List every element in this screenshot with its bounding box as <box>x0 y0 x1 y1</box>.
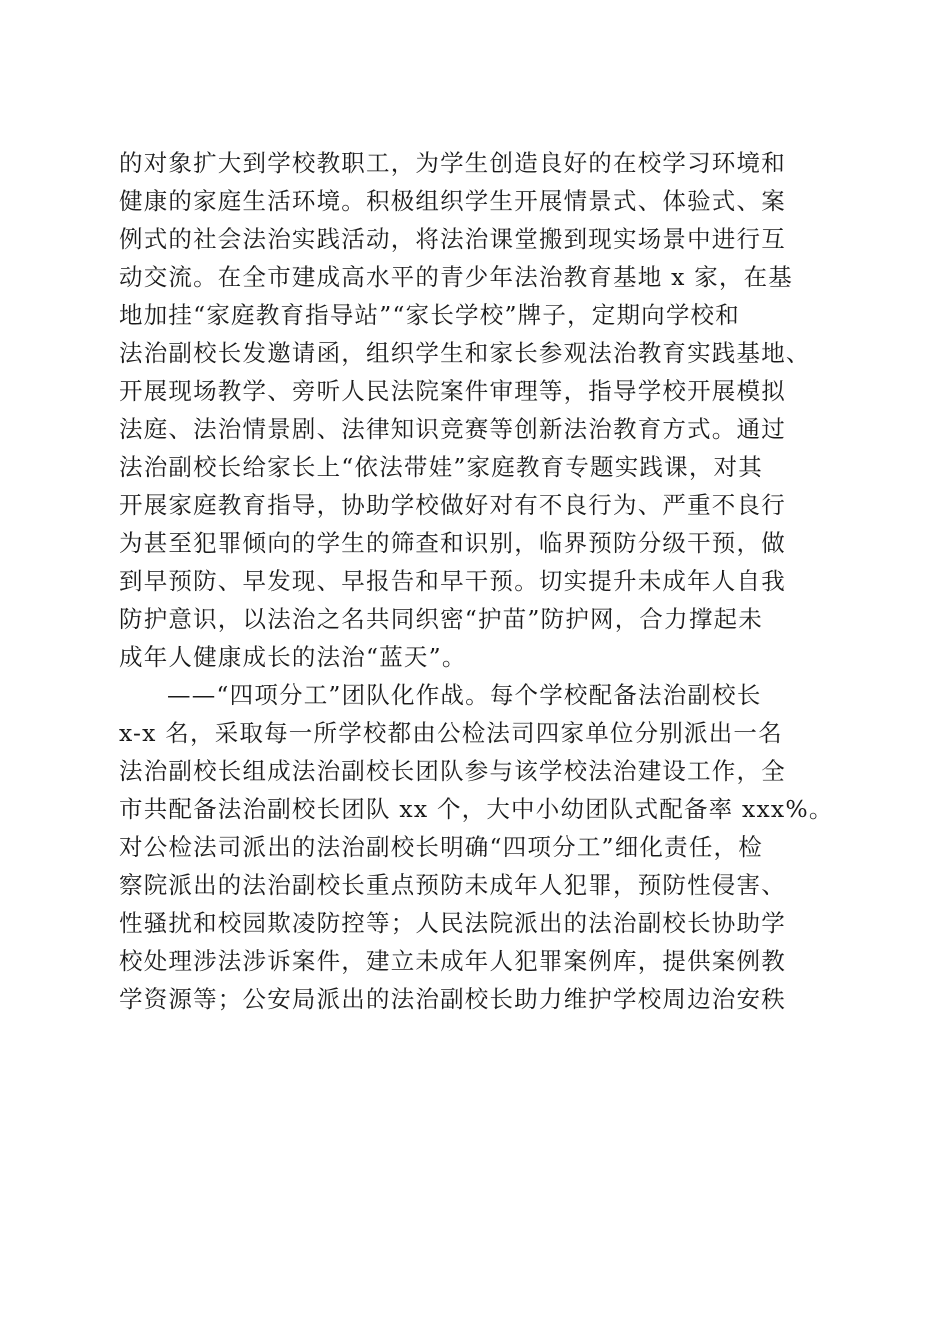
text-line: 防护意识，以法治之名共同织密“护苗”防护网，合力撑起未 <box>119 605 763 633</box>
text-line: 法治副校长组成法治副校长团队参与该学校法治建设工作，全 <box>119 757 786 785</box>
text-line: 成年人健康成长的法治“蓝天”。 <box>119 643 467 671</box>
text-line: 到早预防、早发现、早报告和早干预。切实提升未成年人自我 <box>119 567 786 595</box>
paragraph-heading-line: ——“四项分工”团队化作战。每个学校配备法治副校长 <box>167 681 762 709</box>
text-line: 开展家庭教育指导，协助学校做好对有不良行为、严重不良行 <box>119 491 786 519</box>
text-line: 对公检法司派出的法治副校长明确“四项分工”细化责任，检 <box>119 833 763 861</box>
text-line: 开展现场教学、旁听人民法院案件审理等，指导学校开展模拟 <box>119 377 786 405</box>
text-line: 法治副校长给家长上“依法带娃”家庭教育专题实践课，对其 <box>119 453 763 481</box>
text-line: 健康的家庭生活环境。积极组织学生开展情景式、体验式、案 <box>119 187 786 215</box>
text-line: 学资源等；公安局派出的法治副校长助力维护学校周边治安秩 <box>119 985 786 1013</box>
text-line: 察院派出的法治副校长重点预防未成年人犯罪，预防性侵害、 <box>119 871 786 899</box>
text-line: 法庭、法治情景剧、法律知识竞赛等创新法治教育方式。通过 <box>119 415 786 443</box>
text-line: x-x 名，采取每一所学校都由公检法司四家单位分别派出一名 <box>119 719 783 747</box>
text-line: 例式的社会法治实践活动，将法治课堂搬到现实场景中进行互 <box>119 225 786 253</box>
body-text <box>119 144 879 1018</box>
text-line: 的对象扩大到学校教职工，为学生创造良好的在校学习环境和 <box>119 149 786 177</box>
text-line: 动交流。在全市建成高水平的青少年法治教育基地 x 家，在基 <box>119 263 793 291</box>
text-line: 性骚扰和校园欺凌防控等；人民法院派出的法治副校长协助学 <box>119 909 786 937</box>
text-line: 为甚至犯罪倾向的学生的筛查和识别，临界预防分级干预，做 <box>119 529 786 557</box>
text-line: 校处理涉法涉诉案件，建立未成年人犯罪案例库，提供案例教 <box>119 947 786 975</box>
text-line: 地加挂“家庭教育指导站”“家长学校”牌子，定期向学校和 <box>119 301 740 329</box>
text-line: 市共配备法治副校长团队 xx 个，大中小幼团队式配备率 xxx%。 <box>119 795 834 823</box>
text-line: 法治副校长发邀请函，组织学生和家长参观法治教育实践基地、 <box>119 339 811 367</box>
